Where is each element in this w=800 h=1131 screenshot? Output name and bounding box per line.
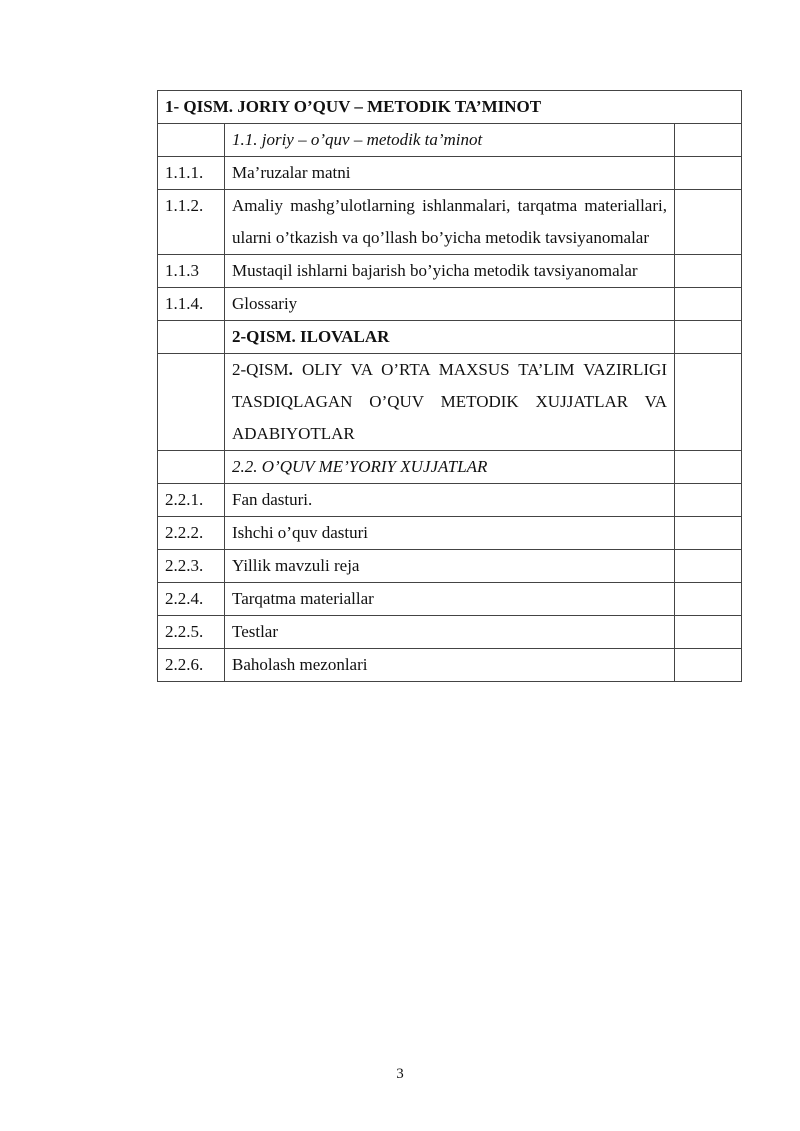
row-number: 1.1.3: [158, 255, 225, 288]
page-cell: [675, 550, 742, 583]
part1-title: 1- QISM. JORIY O’QUV – METODIK TA’MINOT: [158, 91, 742, 124]
contents-table: [157, 90, 742, 682]
row-number: 2.2.5.: [158, 616, 225, 649]
row-number-cell: [158, 124, 225, 157]
page-cell: [675, 484, 742, 517]
row-number: 2.2.4.: [158, 583, 225, 616]
table-row: [158, 354, 742, 451]
page-cell: [675, 255, 742, 288]
row-number: 2.2.1.: [158, 484, 225, 517]
row-number-cell: [158, 451, 225, 484]
row-number: 1.1.1.: [158, 157, 225, 190]
part2-rest: OLIY VA O’RTA MAXSUS TA’LIM VAZIRLIGI TASDIQLAGAN O’QUV METODIK XUJJATLAR VA ADABIYOTLAR: [232, 360, 667, 443]
page-cell: [675, 616, 742, 649]
page-cell: [675, 517, 742, 550]
row-number: 1.1.2.: [158, 190, 225, 255]
page-cell: [675, 288, 742, 321]
table-row: [158, 190, 742, 255]
row-number: 1.1.4.: [158, 288, 225, 321]
part2-prefix: 2-QISM: [232, 360, 289, 379]
table-row: [158, 583, 742, 616]
row-text: Amaliy mashg’ulotlarning ishlanmalari, tarqatma materiallari, ularni o’tkazish va qo’llash bo’yicha metodik tavsiyanomalar: [225, 190, 675, 255]
row-text: Testlar: [225, 616, 675, 649]
table-row: [158, 517, 742, 550]
row-text: Mustaqil ishlarni bajarish bo’yicha metodik tavsiyanomalar: [225, 255, 675, 288]
table-row: [158, 484, 742, 517]
page-cell: [675, 354, 742, 451]
part2-title: 2-QISM. ILOVALAR: [225, 321, 675, 354]
table-row: [158, 124, 742, 157]
row-text: Glossariy: [225, 288, 675, 321]
table-row: [158, 321, 742, 354]
table-row: [158, 550, 742, 583]
row-text: Yillik mavzuli reja: [225, 550, 675, 583]
row-text: Ishchi o’quv dasturi: [225, 517, 675, 550]
row-text: Baholash mezonlari: [225, 649, 675, 682]
row-number: 2.2.3.: [158, 550, 225, 583]
table-row: [158, 157, 742, 190]
page-cell: [675, 190, 742, 255]
row-text: Tarqatma materiallar: [225, 583, 675, 616]
part2-dot: .: [288, 360, 293, 379]
page-cell: [675, 451, 742, 484]
section-heading: 2.2. O’QUV ME’YORIY XUJJATLAR: [225, 451, 675, 484]
row-number: 2.2.6.: [158, 649, 225, 682]
table-row: [158, 616, 742, 649]
page-number: 3: [396, 1066, 404, 1082]
table-row: [158, 451, 742, 484]
table-row: [158, 91, 742, 124]
table-row: [158, 255, 742, 288]
row-number: 2.2.2.: [158, 517, 225, 550]
table-row: [158, 288, 742, 321]
page-cell: [675, 124, 742, 157]
row-text: Ma’ruzalar matni: [225, 157, 675, 190]
row-number-cell: [158, 354, 225, 451]
page-cell: [675, 583, 742, 616]
row-number-cell: [158, 321, 225, 354]
section-heading: 1.1. joriy – o’quv – metodik ta’minot: [225, 124, 675, 157]
table-row: [158, 649, 742, 682]
page-cell: [675, 321, 742, 354]
part2-subtitle: [225, 354, 675, 451]
row-text: Fan dasturi.: [225, 484, 675, 517]
page-cell: [675, 649, 742, 682]
page-cell: [675, 157, 742, 190]
